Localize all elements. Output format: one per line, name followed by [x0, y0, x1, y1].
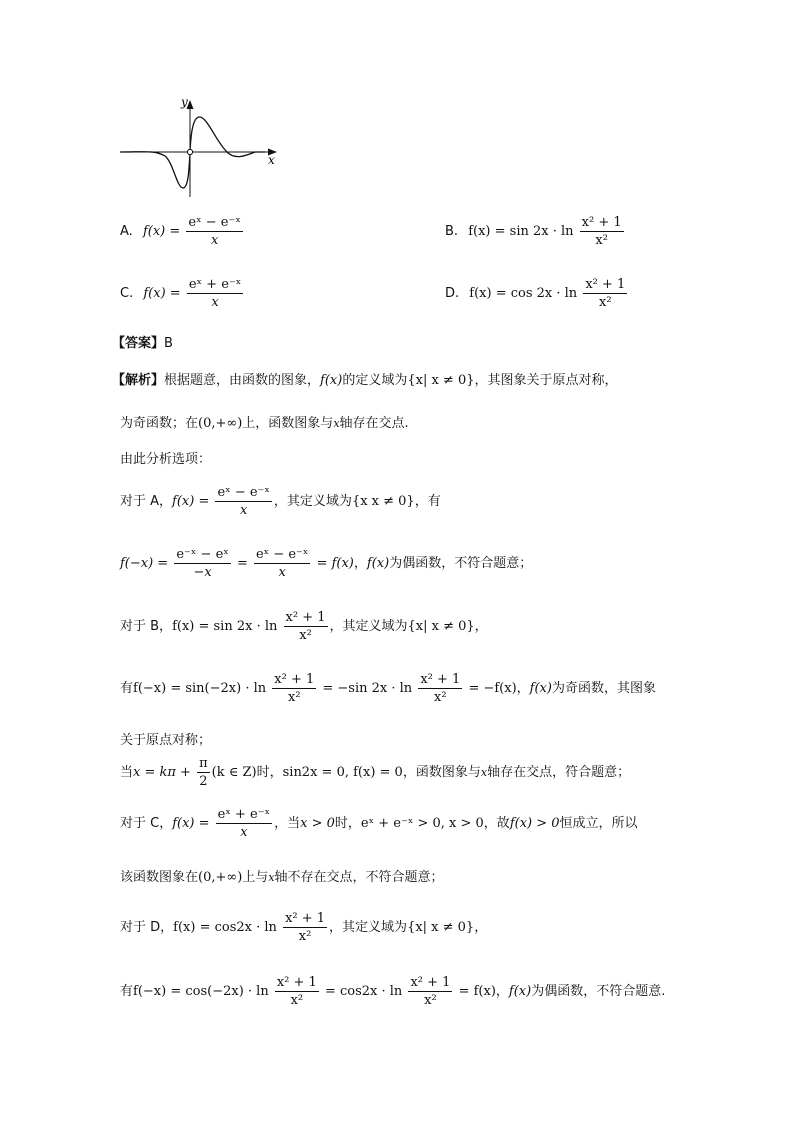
option-b[interactable]: B. f(x) = sin 2x · ln $\frac{\text{x² + 1}}{\text{x²}}$ — [445, 215, 622, 248]
analysis-line-1: 【解析】根据题意，由函数的图象，f(x)的定义域为{x| x ≠ 0}，其图象关于原点对称， — [112, 373, 618, 388]
for-a-line-2: f(−x) = $\frac{\text{e⁻ˣ − eˣ}}{-x}$ = $\frac{\text{eˣ − e⁻ˣ}}{x}$ = f(x)，f(x)为偶函数，不符合题意； — [120, 547, 533, 580]
for-a2-fraction-2: $\frac{\text{eˣ − e⁻ˣ}}{x}$ — [255, 547, 309, 580]
option-d-fraction: $\frac{\text{x² + 1}}{\text{x²}}$ — [585, 277, 626, 310]
for-a2-fraction-1: $\frac{\text{e⁻ˣ − eˣ}}{-x}$ — [176, 547, 229, 580]
for-b2-fraction-2: $\frac{\text{x² + 1}}{\text{x²}}$ — [420, 672, 461, 705]
for-d-fraction: $\frac{\text{x² + 1}}{\text{x²}}$ — [285, 911, 326, 944]
for-b-line-4: 当x = kπ + $\frac{\pi}{2}$ (k ∈ Z)时，sin2x = 0, f(x) = 0，函数图象与x轴存在交点，符合题意； — [120, 756, 631, 789]
for-b-line: 对于 B，f(x) = sin 2x · ln $\frac{\text{x² + 1}}{\text{x²}}$ ，其定义域为{x| x ≠ 0}， — [120, 610, 488, 643]
for-c-line: 对于 C，f(x) = $\frac{\text{eˣ + e⁻ˣ}}{x}$ ，当x > 0时，eˣ + e⁻ˣ > 0, x > 0，故f(x) > 0恒成立，所以 — [120, 807, 638, 840]
for-b-line-2: 有f(−x) = sin(−2x) · ln $\frac{\text{x² + 1}}{\text{x²}}$ = −sin 2x · ln $\frac{\text{x² + 1}}{\text{x²}}$ = −f(x)，f(x)为奇函数，其图象 — [120, 672, 656, 705]
analysis-line-2: 为奇函数；在(0,+∞)上，函数图象与x轴存在交点. — [120, 416, 409, 431]
for-a-line: 对于 A，f(x) = $\frac{\text{eˣ − e⁻ˣ}}{x}$ ，其定义域为{x x ≠ 0}，有 — [120, 485, 441, 518]
function-graph — [115, 92, 285, 202]
answer-line: 【答案】B — [112, 336, 173, 351]
option-d[interactable]: D. f(x) = cos 2x · ln $\frac{\text{x² + 1}}{\text{x²}}$ — [445, 277, 626, 310]
for-b2-fraction-1: $\frac{\text{x² + 1}}{\text{x²}}$ — [274, 672, 315, 705]
option-a[interactable]: A. f(x) = $\frac{\text{eˣ − e⁻ˣ}}{x}$ — [120, 215, 241, 248]
option-b-fraction: $\frac{\text{x² + 1}}{\text{x²}}$ — [581, 215, 622, 248]
for-b-fraction: $\frac{\text{x² + 1}}{\text{x²}}$ — [285, 610, 326, 643]
option-a-fraction: $\frac{\text{eˣ − e⁻ˣ}}{x}$ — [188, 215, 241, 248]
for-d2-fraction-1: $\frac{\text{x² + 1}}{\text{x²}}$ — [276, 975, 317, 1008]
for-c-fraction: $\frac{\text{eˣ + e⁻ˣ}}{x}$ — [217, 807, 271, 840]
for-b-line-3: 关于原点对称； — [120, 733, 212, 748]
for-d-line: 对于 D，f(x) = cos2x · ln $\frac{\text{x² + 1}}{\text{x²}}$ ，其定义域为{x| x ≠ 0}， — [120, 911, 488, 944]
for-d2-fraction-2: $\frac{\text{x² + 1}}{\text{x²}}$ — [410, 975, 451, 1008]
origin-point — [187, 149, 192, 154]
for-a-fraction: $\frac{\text{eˣ − e⁻ˣ}}{x}$ — [217, 485, 270, 518]
x-axis-label: x — [268, 153, 275, 167]
for-c-line-2: 该函数图象在(0,+∞)上与x轴不存在交点，不符合题意； — [120, 870, 444, 885]
y-axis-label: y — [181, 95, 188, 109]
analysis-line-3: 由此分析选项： — [120, 452, 212, 467]
for-b4-fraction: $\frac{\pi}{2}$ — [199, 756, 208, 789]
for-d-line-2: 有f(−x) = cos(−2x) · ln $\frac{\text{x² + 1}}{\text{x²}}$ = cos2x · ln $\frac{\text{x² + 1}}{\text{x²}}$ = f(x)，f(x)为偶函数，不符合题意. — [120, 975, 666, 1008]
option-c-fraction: $\frac{\text{eˣ + e⁻ˣ}}{x}$ — [188, 277, 242, 310]
option-c[interactable]: C. f(x) = $\frac{\text{eˣ + e⁻ˣ}}{x}$ — [120, 277, 242, 310]
